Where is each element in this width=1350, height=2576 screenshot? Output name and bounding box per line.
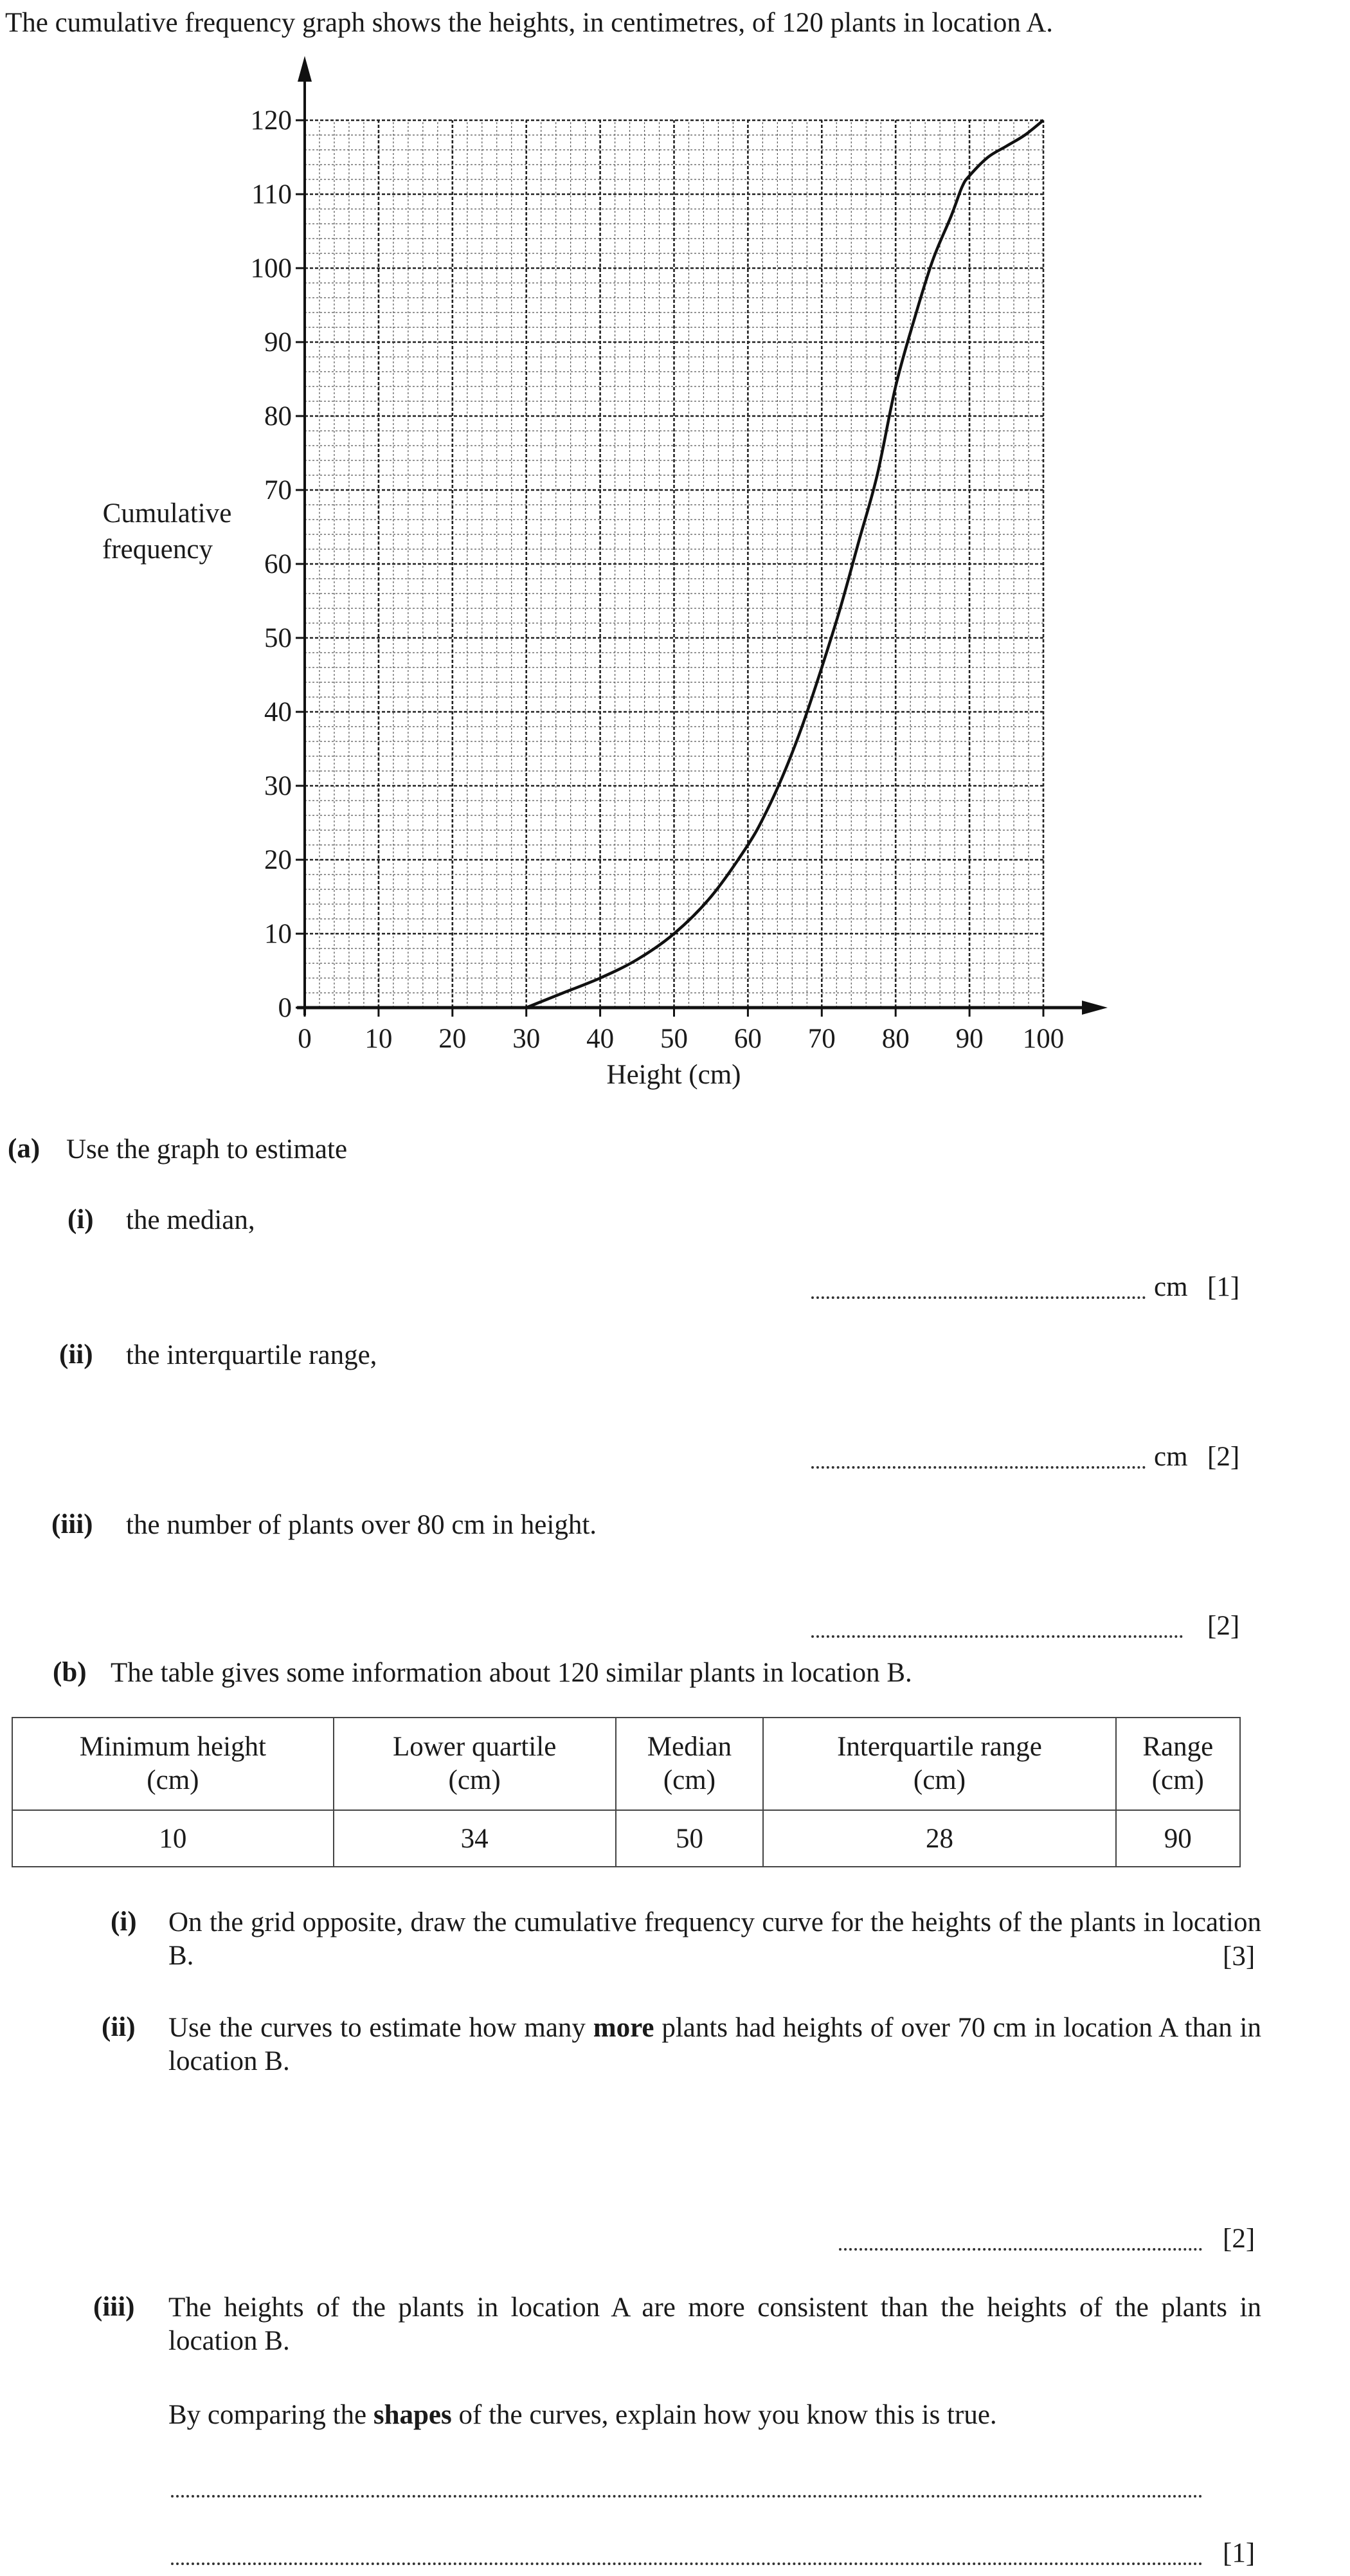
x-tick-label: 10 [364, 1024, 393, 1054]
answer-line-b-ii[interactable] [839, 2248, 1202, 2251]
axes [297, 56, 1108, 1015]
x-tick-label: 80 [881, 1024, 910, 1054]
part-b-label: (b) [53, 1657, 87, 1687]
table-row [12, 1810, 1240, 1867]
y-tick-label: 20 [264, 845, 292, 875]
y-tick-labels [251, 105, 305, 1023]
value-median: 50 [616, 1810, 764, 1867]
part-a-label: (a) [8, 1134, 40, 1164]
x-tick-label: 20 [438, 1024, 467, 1054]
x-tick-label: 100 [1022, 1024, 1065, 1054]
x-tick-label: 30 [512, 1024, 541, 1054]
answer-line-a-i[interactable] [811, 1296, 1146, 1299]
y-axis-label-line1: Cumulative [102, 498, 232, 529]
y-axis-label-line2: frequency [102, 534, 213, 565]
y-axis-arrow-icon [298, 56, 312, 82]
y-tick-label: 0 [278, 993, 292, 1023]
part-b-ii-label: (ii) [102, 2012, 136, 2042]
table-header-row [12, 1718, 1240, 1810]
marks-b-i: [3] [1223, 1941, 1256, 1972]
answer-line-a-ii[interactable] [811, 1466, 1146, 1469]
value-range: 90 [1116, 1810, 1240, 1867]
x-tick-labels [298, 1008, 1064, 1054]
x-tick-label: 0 [298, 1024, 312, 1054]
y-tick-label: 110 [251, 179, 292, 210]
header-median: Median (cm) [616, 1718, 764, 1810]
y-tick-label: 80 [264, 401, 292, 431]
y-tick-label: 120 [250, 105, 292, 136]
value-lower-quartile: 34 [334, 1810, 616, 1867]
x-tick-label: 90 [955, 1024, 984, 1054]
marks-a-iii: [2] [1207, 1611, 1240, 1641]
x-tick-label: 50 [660, 1024, 688, 1054]
marks-b-iii: [1] [1223, 2538, 1256, 2568]
part-a-ii-label: (ii) [59, 1339, 93, 1370]
unit-a-i: cm [1154, 1272, 1188, 1302]
part-b-ii-text: Use the curves to estimate how many more plants had heights of over 70 cm in location A than in location B. [168, 2013, 1261, 2077]
cumulative-frequency-chart [0, 0, 1350, 1106]
unit-a-ii: cm [1154, 1442, 1188, 1472]
y-tick-label: 60 [264, 549, 292, 579]
part-b-iii-prompt: By comparing the shapes of the curves, explain how you know this is true. [168, 2400, 997, 2430]
part-a-i-text: the median, [126, 1205, 255, 1235]
x-tick-label: 70 [807, 1024, 836, 1054]
part-b-i-text: On the grid opposite, draw the cumulative frequency curve for the heights of the plants in location B. [168, 1907, 1261, 1972]
intro-text: The cumulative frequency graph shows the heights, in centimetres, of 120 plants in location A. [5, 8, 1054, 38]
marks-b-ii: [2] [1223, 2224, 1256, 2254]
y-tick-label: 90 [264, 327, 292, 358]
y-tick-label: 10 [264, 919, 292, 949]
answer-line-b-iii-1[interactable] [171, 2495, 1203, 2498]
answer-line-a-iii[interactable] [811, 1635, 1183, 1638]
part-a-i-label: (i) [68, 1204, 94, 1235]
x-tick-label: 60 [734, 1024, 762, 1054]
value-minimum-height: 10 [12, 1810, 334, 1867]
y-tick-label: 70 [264, 475, 292, 505]
y-tick-label: 40 [264, 697, 292, 727]
header-range: Range (cm) [1116, 1718, 1240, 1810]
header-interquartile-range: Interquartile range (cm) [763, 1718, 1115, 1810]
part-a-iii-text: the number of plants over 80 cm in height. [126, 1510, 597, 1540]
answer-line-b-iii-2[interactable] [171, 2562, 1203, 2565]
major-grid [305, 120, 1043, 1008]
part-b-text: The table gives some information about 120 similar plants in location B. [111, 1658, 912, 1688]
location-b-table [12, 1717, 1241, 1867]
header-minimum-height: Minimum height (cm) [12, 1718, 334, 1810]
header-lower-quartile: Lower quartile (cm) [334, 1718, 616, 1810]
part-b-i-label: (i) [111, 1907, 137, 1937]
part-a-iii-label: (iii) [51, 1509, 93, 1539]
y-tick-label: 30 [264, 771, 292, 801]
x-tick-label: 40 [586, 1024, 615, 1054]
x-axis-arrow-icon [1082, 1001, 1108, 1015]
y-tick-label: 100 [250, 253, 292, 284]
part-a-text: Use the graph to estimate [66, 1134, 348, 1165]
marks-a-ii: [2] [1207, 1442, 1240, 1472]
part-b-iii-text: The heights of the plants in location A are more consistent than the heights of the plants in location B. [168, 2292, 1261, 2357]
y-tick-label: 50 [264, 623, 292, 653]
part-a-ii-text: the interquartile range, [126, 1340, 377, 1370]
x-axis-label: Height (cm) [606, 1060, 741, 1090]
marks-a-i: [1] [1207, 1272, 1240, 1302]
part-b-iii-label: (iii) [93, 2292, 135, 2322]
value-interquartile-range: 28 [763, 1810, 1115, 1867]
